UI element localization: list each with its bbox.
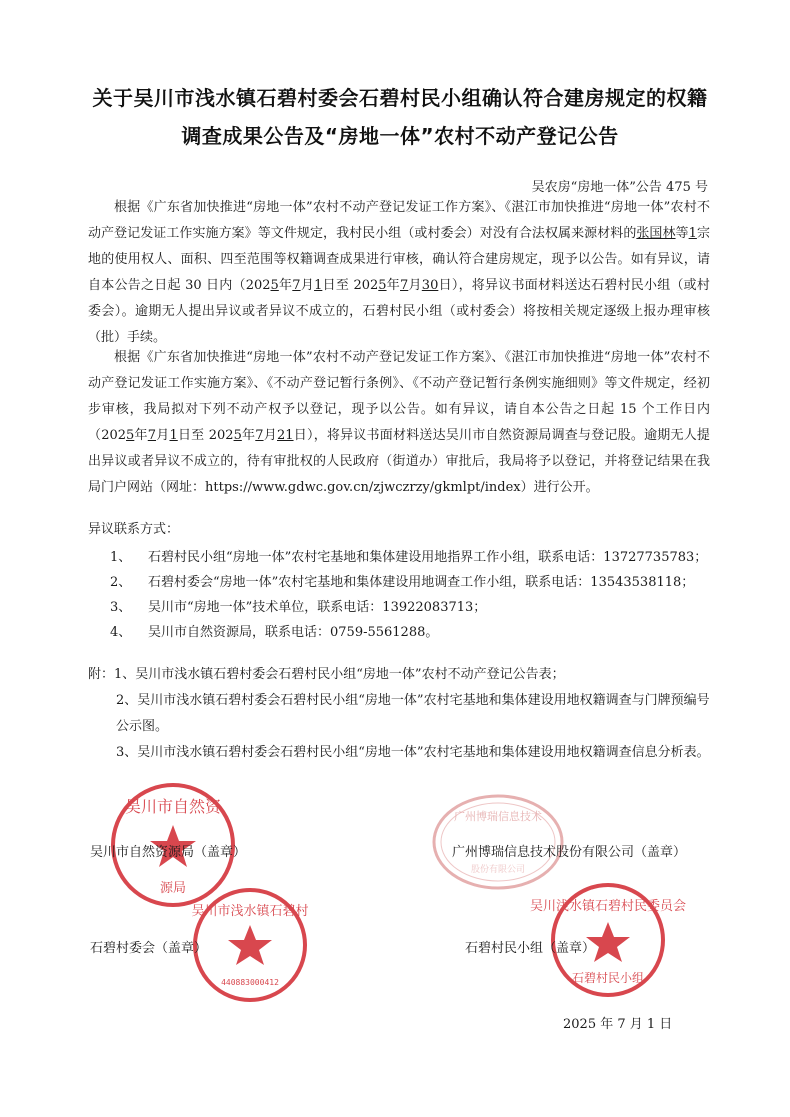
title-line-1: 关于吴川市浅水镇石碧村委会石碧村民小组确认符合建房规定的权籍: [92, 86, 708, 110]
document-number: 吴农房“房地一体”公告 475 号: [531, 180, 708, 195]
svg-text:石碧村民小组: 石碧村民小组: [571, 971, 645, 985]
svg-text:440883000412: 440883000412: [221, 978, 279, 987]
contact-item: 3、 吴川市“房地一体”技术单位，联系电话：13922083713；: [110, 600, 487, 615]
svg-text:吴川浅水镇石碧村民委员会: 吴川浅水镇石碧村民委员会: [529, 899, 687, 914]
contact-item: 2、 石碧村委会“房地一体”农村宅基地和集体建设用地调查工作小组，联系电话：13543538118；: [110, 575, 695, 590]
signature-company: 广州博瑞信息技术股份有限公司（盖章）: [452, 845, 687, 860]
contact-item: 4、 吴川市自然资源局，联系电话：0759-5561288。: [110, 625, 439, 640]
owner-name: 张国林: [636, 226, 676, 241]
paragraph-2: 根据《广东省加快推进“房地一体”农村不动产登记发证工作方案》、《湛江市加快推进“房地一体”农村不动产登记发证工作实施方案》、《不动产登记暂行条例》、《不动产登记暂行条例实施细则》等文件规定，经初步审核，我局拟对下列不动产权予以登记，现予以公告。如有异议，请自本公告之日起 15 个工作日内（2025年7月1日至 2025年7月21日），将异议书面材料送达吴川市自然资源局调查与登记股。逾期无人提出异议或者异议不成立的，待有审批权的人民政府（街道办）审批后，我局将予以登记，并将登记结果在我局门户网站（网址：https://www.gdwc.gov.cn/zjwczrzy/gkmlpt/index）进行公开。: [88, 350, 710, 495]
attachment-3: 3、吴川市浅水镇石碧村委会石碧村民小组“房地一体”农村宅基地和集体建设用地权籍调查信息分析表。: [116, 745, 710, 760]
contact-heading: 异议联系方式：: [88, 522, 180, 537]
svg-text:股份有限公司: 股份有限公司: [470, 865, 526, 875]
svg-text:吴川市自然资: 吴川市自然资: [124, 797, 222, 816]
paragraph-1: 根据《广东省加快推进“房地一体”农村不动产登记发证工作方案》、《湛江市加快推进“房地一体”农村不动产登记发证工作实施方案》等文件规定，我村民小组（或村委会）对没有合法权属来源材料的张国林等1宗地的使用权人、面积、四至范围等权籍调查成果进行审核，确认符合建房规定，现予以公告。如有异议，请自本公告之日起 30 日内（2025年7月1日至 2025年7月30日），将异议书面材料送达石碧村民小组（或村委会）。逾期无人提出异议或者异议不成立的，石碧村民小组（或村委会）将按相关规定逐级上报办理审核（批）手续。: [88, 200, 710, 345]
attachment-2: 2、吴川市浅水镇石碧村委会石碧村民小组“房地一体”农村宅基地和集体建设用地权籍调查与门牌预编号公示图。: [116, 693, 710, 734]
parcel-count: 1: [688, 226, 697, 241]
title-line-2: 调查成果公告及“房地一体”农村不动产登记公告: [181, 124, 619, 148]
attachment-1: 附：1、吴川市浅水镇石碧村委会石碧村民小组“房地一体”农村不动产登记公告表；: [88, 667, 565, 682]
signature-bureau: 吴川市自然资源局（盖章）: [90, 845, 247, 860]
contact-item: 1、 石碧村民小组“房地一体”农村宅基地和集体建设用地指界工作小组，联系电话：13727735783；: [110, 550, 708, 565]
signature-group: 石碧村民小组（盖章）: [465, 941, 596, 956]
svg-text:广州博瑞信息技术: 广州博瑞信息技术: [454, 810, 542, 823]
svg-text:吴川市浅水镇石碧村: 吴川市浅水镇石碧村: [191, 904, 309, 919]
svg-text:源局: 源局: [159, 881, 187, 896]
announcement-date: 2025 年 7 月 1 日: [563, 1017, 673, 1032]
committee-seal: [190, 885, 310, 1005]
signature-committee: 石碧村委会（盖章）: [90, 941, 208, 956]
